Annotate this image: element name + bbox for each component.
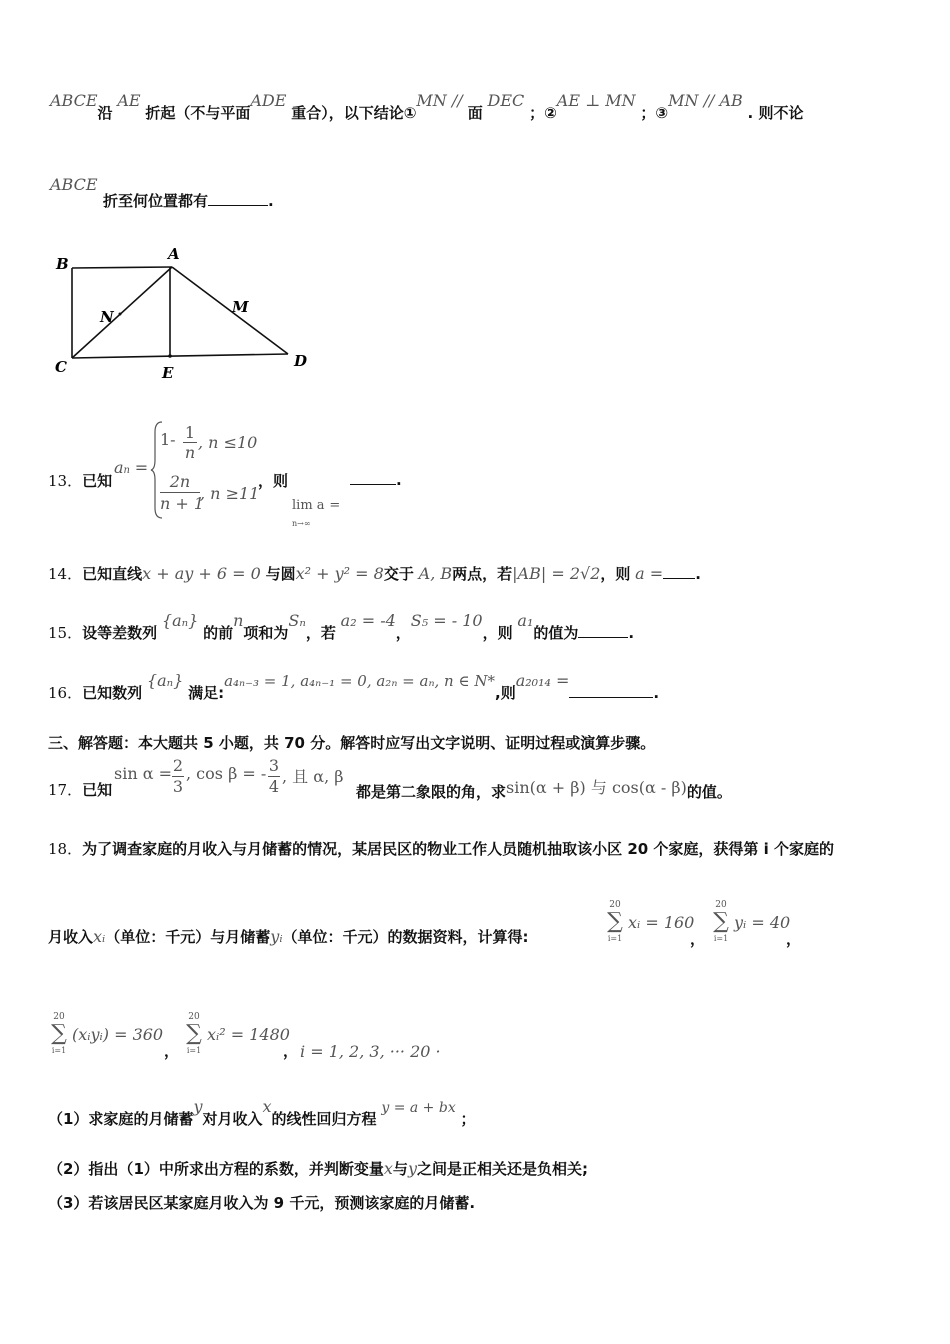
math-seq: {aₙ} [146,671,184,690]
math-cos: , cos β = - [186,764,267,783]
label-a: A [168,245,180,263]
text: 已知 [82,472,113,490]
text: 折至何位置都有 [103,192,209,210]
math-sub-n: n [123,465,130,476]
math-ae: AE [117,91,141,110]
q18-part1 [48,1097,476,1129]
q17-math [114,764,172,783]
point-n [119,313,122,316]
index-range [300,1042,441,1061]
math-and: , 且 α, β [282,767,344,786]
sum-top: 20 [609,900,621,910]
text: 面 [467,104,483,122]
text: 折起（不与平面 [145,104,251,122]
math-ae-perp-mn: AE ⊥ MN [556,91,636,110]
math-index: i = 1, 2, 3, ··· 20 · [300,1042,441,1061]
edge-cd [72,354,288,358]
math-a: a [114,458,124,477]
math-frac-num: 3 [268,756,280,775]
q16 [48,671,660,703]
q18-intro [48,838,834,859]
math-abce: ABCE [50,175,98,194]
question-number: 16． [48,684,83,702]
math-sum2: yᵢ = 40 [734,913,791,932]
text: （单位：千元）与月储蓄 [105,928,271,946]
math-y: y [407,1159,417,1178]
q13-lim-sub [292,512,311,530]
text: 沿 [97,104,113,122]
edge-ca [72,267,172,358]
text: 都是第二象限的角，求 [356,783,507,801]
label-m: M [232,298,249,316]
question-number: 17． [48,781,83,799]
text: . [628,624,635,642]
sigma-icon: ∑ [713,909,729,934]
math-sn: Sₙ [288,611,306,630]
q13-lim [292,495,340,513]
math-s5: S₅ = - 10 [410,611,483,630]
question-number: 15． [48,624,83,642]
sum-top: 20 [715,900,727,910]
q13-an [114,458,148,477]
text: . 则不论 [747,104,804,122]
text: （1）求家庭的月储蓄 [48,1110,194,1128]
q18-part2 [48,1158,588,1179]
math-sum4: xᵢ² = 1480 [207,1025,290,1044]
math-frac-num: 1 [184,423,196,442]
label-n: N [100,308,114,326]
math-a2: a₂ = -4 [340,611,396,630]
comma: ， [690,930,706,948]
text: . [396,471,402,489]
math-a-eq: a = [635,564,664,583]
math-dec: DEC [487,91,525,110]
text: ，则 [482,624,513,642]
q17-cos [186,764,266,783]
sum-x2 [183,1012,205,1055]
sum-bottom: i=1 [607,934,623,943]
q13-case1-cond [198,433,257,452]
text: 的值为 [533,624,579,642]
edge-ba [72,267,172,268]
text: 月收入 [48,928,94,946]
text: ；② [529,104,557,122]
question-number: 18． [48,840,83,858]
label-e: E [162,364,174,382]
answer-blank [208,191,268,206]
answer-blank [663,564,695,579]
math-ab-length: |AB| = 2√2 [512,564,601,583]
sigma-icon: ∑ [51,1021,67,1046]
text: 重合），以下结论① [291,104,417,122]
text: ,则 [495,684,516,702]
sigma-icon: ∑ [607,909,623,934]
math-regression-eq: y = a + bx [381,1100,456,1116]
math-abce: ABCE [50,91,98,110]
text: . [268,192,274,210]
math-lim-sub: n→∞ [292,519,311,528]
text: 已知数列 [82,684,143,702]
math-points: A, B [418,564,453,583]
q17-rest [356,779,732,802]
math-frac-den: n + 1 [160,494,205,513]
edge-ad [172,267,288,354]
text: 已知直线 [82,565,143,583]
text: 与圆 [265,565,296,583]
q17-and [282,764,344,787]
text: 对月收入 [202,1110,263,1128]
math-frac-num: 2n [160,472,200,493]
math-mn-parallel: MN // [416,91,468,110]
text: ， [395,624,411,642]
text: 的值。 [686,783,732,801]
math-n: n [233,611,244,630]
q13-blank [350,470,402,489]
q13-then [258,470,288,491]
sum-bottom: i=1 [186,1046,202,1055]
math-ade: ADE [250,91,287,110]
text: 项和为 [243,624,289,642]
text: 的前 [203,624,234,642]
sum-top: 20 [53,1012,65,1022]
q13-case2-frac [160,472,205,515]
q13-case1-frac [183,424,197,463]
math-frac-num: 2 [172,756,184,775]
q15 [48,611,635,643]
question-number: 13． [48,472,83,490]
math-lim-eq: = [329,498,341,513]
math-x: x [262,1097,272,1116]
answer-blank [350,470,396,485]
question-number: 14． [48,565,83,583]
label-b: B [56,255,69,273]
math-frac-den: 3 [172,777,184,796]
point-e [168,354,172,358]
text: 已知 [82,781,113,799]
text: （单位：千元）的数据资料，计算得: [282,928,529,946]
math-x: x [383,1159,393,1178]
sum-bottom: i=1 [51,1046,67,1055]
comma: ， [283,1042,299,1060]
section-heading: 三、解答题：本大题共 5 小题，共 70 分。解答时应写出文字说明、证明过程或演算步骤。 [48,734,656,752]
q18-part3: （3）若该居民区某家庭月收入为 9 千元，预测该家庭的月储蓄. [48,1194,476,1212]
q13-prefix [48,470,112,491]
sum-top: 20 [188,1012,200,1022]
q13-case1 [160,430,176,449]
comma: ， [164,1042,180,1060]
text: ，若 [305,624,336,642]
text: 之间是正相关还是负相关; [416,1160,588,1178]
label-c: C [55,358,67,376]
text: 交于 [383,565,414,583]
math-circle-eq: x² + y² = 8 [295,564,384,583]
q14 [48,563,701,584]
sum-x [604,900,626,943]
sum-y [710,900,732,943]
math-sum3: (xᵢyᵢ) = 360 [72,1025,164,1044]
text: ，则 [600,565,631,583]
q13-case2-cond [200,484,259,503]
q12-line2b [103,190,274,211]
text: . [653,684,660,702]
math-frac-den: 4 [268,777,280,796]
math-case1-cond: , n ≤10 [198,433,258,452]
text: ；③ [640,104,669,122]
q12-line2 [50,175,98,194]
sum-y-body [734,913,790,932]
math-sin: sin α = [114,764,173,783]
math-lim: lim a [292,498,325,513]
math-a1: a₁ [517,611,534,630]
label-d: D [294,352,308,370]
text: 与 [392,1160,408,1178]
math-line-eq: x + ay + 6 = 0 [142,564,261,583]
q18-line2 [48,926,529,947]
math-xi: xᵢ [93,927,106,946]
math-yi: yᵢ [270,927,283,946]
sum-xy-body [72,1025,163,1044]
text: （2）指出（1）中所求出方程的系数，并判断变量 [48,1160,384,1178]
math-case1-pre: 1- [160,430,176,449]
q17-frac2 [268,756,280,797]
math-y: y [193,1097,203,1116]
geometry-figure [50,240,320,385]
math-sum1: xᵢ = 160 [628,913,695,932]
math-frac-den: n [184,443,196,462]
answer-blank [569,683,653,698]
text: ，则 [258,472,289,490]
answer-blank [578,623,628,638]
text: . [695,565,701,583]
text: 的线性回归方程 [271,1110,377,1128]
q12-line1 [50,91,804,123]
text: 满足: [188,684,225,702]
math-eq: = [134,458,149,477]
q17-frac1 [172,756,184,797]
math-seq: {aₙ} [161,611,199,630]
math-expression: sin(α + β) 与 cos(α - β) [506,778,687,797]
math-mn-parallel-ab: MN // AB [668,91,743,110]
text: 设等差数列 [82,624,158,642]
sum-x2-body [207,1025,290,1044]
text: ； [460,1110,476,1128]
comma: ， [786,930,802,948]
text: 两点，若 [452,565,513,583]
sum-xy [48,1012,70,1055]
math-condition: a₄ₙ₋₃ = 1, a₄ₙ₋₁ = 0, a₂ₙ = aₙ, n ∈ N* [224,672,495,690]
text: 为了调查家庭的月收入与月储蓄的情况，某居民区的物业工作人员随机抽取该小区 20 个家庭，获得第 i 个家庭的 [82,840,835,858]
math-a2014: a₂₀₁₄ = [515,671,570,690]
sum-bottom: i=1 [713,934,729,943]
math-case2-cond: , n ≥11 [200,484,260,503]
sigma-icon: ∑ [186,1021,202,1046]
sum-x-body [628,913,694,932]
q17 [48,779,112,800]
